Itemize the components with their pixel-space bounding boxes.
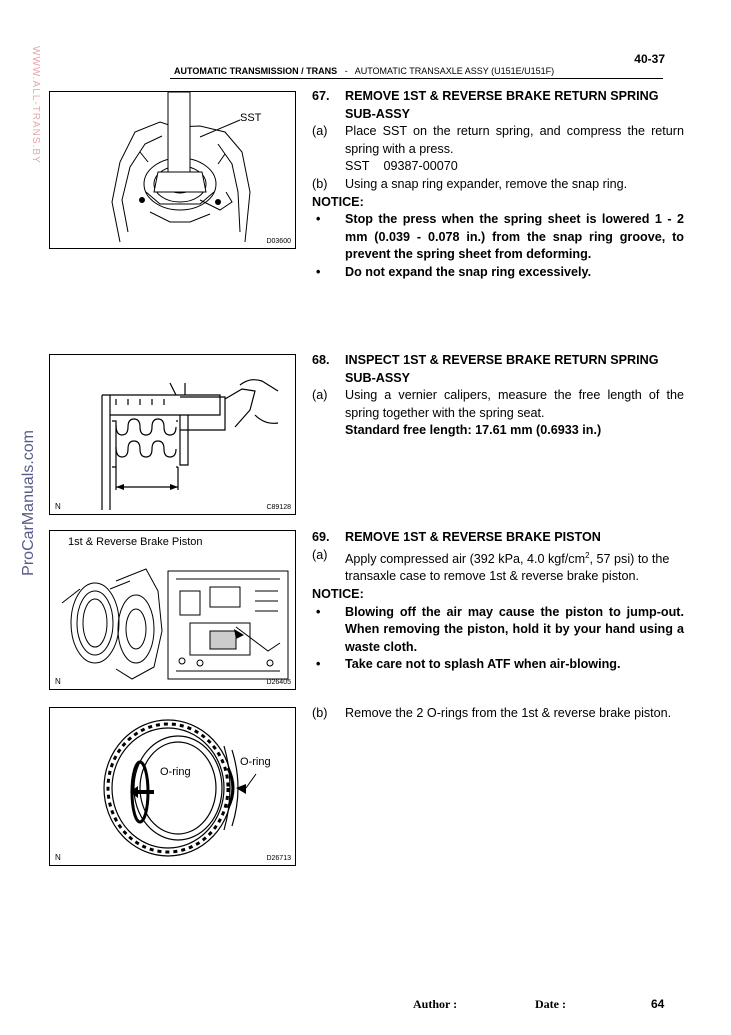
sub-text: Place SST on the return spring, and compress the return spring with a press. xyxy=(345,124,684,156)
figure-code: D26405 xyxy=(266,679,291,686)
figure-brake-piston-air xyxy=(49,530,296,690)
sub-text-part: , 57 psi) to the transaxle case to remove 1st & reverse brake piston. xyxy=(345,551,670,584)
watermark-top: WWW.ALL-TRANS.BY xyxy=(30,46,41,164)
step-67 xyxy=(312,88,684,282)
bullet-text: Blowing off the air may cause the piston to jump-out. When removing the piston, hold it by your hand using a waste cloth. xyxy=(345,604,684,654)
figure-n-mark: N xyxy=(55,677,61,686)
figure-code: D26713 xyxy=(266,855,291,862)
step-title: INSPECT 1ST & REVERSE BRAKE RETURN SPRING SUB-ASSY xyxy=(345,353,659,385)
figure-sst-press xyxy=(49,91,296,249)
notice-heading: NOTICE: xyxy=(312,194,364,209)
step-67-a xyxy=(312,123,684,158)
brake-piston-air-illustration xyxy=(50,531,295,689)
step-number: 67. xyxy=(312,89,330,103)
figure-vernier-calipers xyxy=(49,354,296,515)
step-number: 68. xyxy=(312,353,330,367)
sst-value: 09387-00070 xyxy=(383,159,458,174)
bullet-text: Stop the press when the spring sheet is lowered 1 - 2 mm (0.039 - 0.078 in.) from the snap ring groove, to prevent the spring sheet from deforming. xyxy=(345,212,684,262)
sst-callout: SST xyxy=(240,112,262,124)
running-header xyxy=(174,66,554,76)
vernier-calipers-illustration xyxy=(50,355,295,514)
sub-label: (a) xyxy=(312,547,328,562)
step-69-b xyxy=(312,705,684,723)
figure-code: C89128 xyxy=(266,504,291,511)
figure-n-mark: N xyxy=(55,502,61,511)
figure-n-mark: N xyxy=(55,853,61,862)
o-rings-illustration xyxy=(50,708,295,865)
o-ring-callout-left: O-ring xyxy=(160,766,191,778)
notice-bullet: • Do not expand the snap ring excessively. xyxy=(312,264,684,282)
sub-label: (b) xyxy=(312,706,328,720)
brake-piston-callout: 1st & Reverse Brake Piston xyxy=(68,536,203,548)
bullet-text: Take care not to splash ATF when air-blowing. xyxy=(345,657,621,672)
figure-code: D03600 xyxy=(266,238,291,245)
bullet-text: Do not expand the snap ring excessively. xyxy=(345,264,592,279)
sub-text: Using a vernier calipers, measure the free length of the spring together with the spring seat. xyxy=(345,388,684,420)
step-68-a xyxy=(312,387,684,422)
footer-author: Author : xyxy=(413,997,458,1011)
sub-label: (b) xyxy=(312,176,328,191)
footer-page: 64 xyxy=(651,997,665,1011)
notice-bullet: • Take care not to splash ATF when air-blowing. xyxy=(312,656,684,674)
step-68-heading xyxy=(312,352,684,387)
step-title: REMOVE 1ST & REVERSE BRAKE PISTON xyxy=(345,530,601,544)
step-69 xyxy=(312,529,684,674)
watermark-side: ProCarManuals.com xyxy=(20,430,37,576)
step-title: REMOVE 1ST & REVERSE BRAKE RETURN SPRING SUB-ASSY xyxy=(345,89,659,121)
sub-text-part: Apply compressed air (392 kPa, 4.0 kgf/cm xyxy=(345,551,586,566)
standard-value: Standard free length: 17.61 mm (0.6933 in.) xyxy=(345,423,602,438)
header-rule xyxy=(170,78,663,79)
sub-label: (a) xyxy=(312,124,328,139)
sub-text: Using a snap ring expander, remove the snap ring. xyxy=(345,176,628,191)
superscript: 2 xyxy=(585,550,590,560)
step-number: 69. xyxy=(312,530,330,544)
step-69-heading xyxy=(312,529,684,547)
notice-bullet: • Blowing off the air may cause the piston to jump-out. When removing the piston, hold it by your hand using a waste cloth. xyxy=(312,604,684,657)
o-ring-callout-right: O-ring xyxy=(240,756,271,768)
step-68 xyxy=(312,352,684,440)
sub-text xyxy=(345,547,684,586)
step-67-heading xyxy=(312,88,684,123)
page-number: 40-37 xyxy=(634,52,665,66)
header-subsection: AUTOMATIC TRANSAXLE ASSY (U151E/U151F) xyxy=(354,66,555,76)
notice-heading: NOTICE: xyxy=(312,586,364,601)
step-69-a xyxy=(312,547,684,586)
sst-line xyxy=(312,158,684,176)
figure-o-rings xyxy=(49,707,296,866)
header-section: AUTOMATIC TRANSMISSION / TRANS xyxy=(174,66,338,76)
step-67-b xyxy=(312,176,684,194)
footer-date: Date : xyxy=(535,997,566,1011)
notice-bullet: • Stop the press when the spring sheet is lowered 1 - 2 mm (0.039 - 0.078 in.) from the snap ring groove, to prevent the spring sheet from deforming. xyxy=(312,211,684,264)
sst-label: SST xyxy=(345,159,370,174)
sub-label: (a) xyxy=(312,388,328,403)
header-separator: - xyxy=(344,66,348,76)
sub-text: Remove the 2 O-rings from the 1st & reverse brake piston. xyxy=(345,706,672,720)
